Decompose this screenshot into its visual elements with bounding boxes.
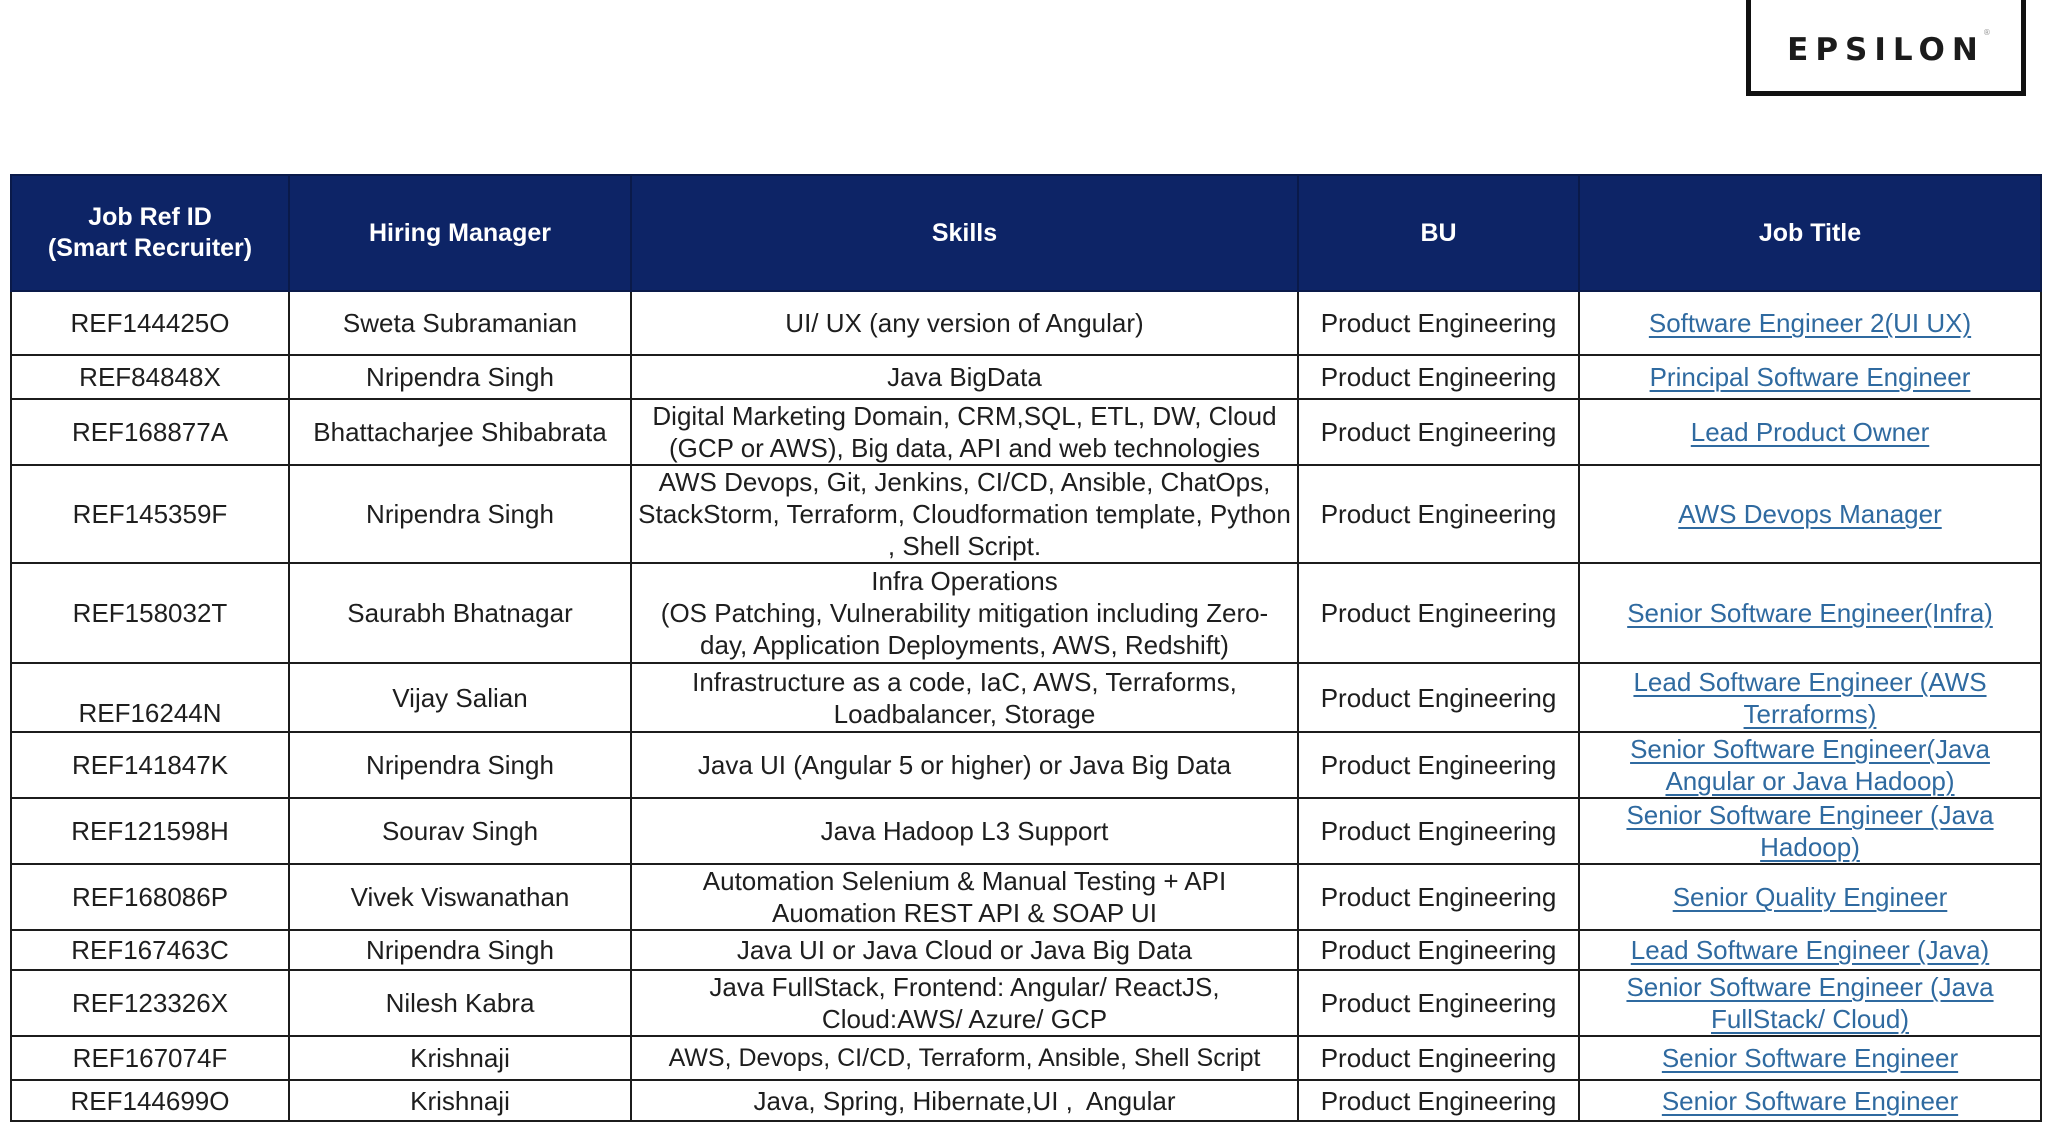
- business-unit: Product Engineering: [1298, 663, 1579, 732]
- job-ref-id: REF167074F: [11, 1036, 289, 1080]
- business-unit: Product Engineering: [1298, 864, 1579, 930]
- skills: Java Hadoop L3 Support: [631, 798, 1298, 864]
- job-title-link[interactable]: AWS Devops Manager: [1678, 499, 1942, 529]
- header-job-title: Job Title: [1579, 175, 2041, 291]
- job-title-cell: [1579, 1036, 2041, 1080]
- job-title-cell: [1579, 663, 2041, 732]
- business-unit: Product Engineering: [1298, 399, 1579, 465]
- job-title-link[interactable]: Senior Software Engineer(Infra): [1627, 598, 1993, 628]
- table-row: [11, 732, 2041, 798]
- job-ref-id: REF121598H: [11, 798, 289, 864]
- table-row: [11, 355, 2041, 399]
- header-hiring-manager: Hiring Manager: [289, 175, 631, 291]
- job-ref-id: REF84848X: [11, 355, 289, 399]
- job-title-link[interactable]: Principal Software Engineer: [1649, 362, 1971, 392]
- hiring-manager: Nripendra Singh: [289, 465, 631, 563]
- business-unit: Product Engineering: [1298, 355, 1579, 399]
- job-ref-id: REF141847K: [11, 732, 289, 798]
- skills-heading: Infra Operations: [871, 566, 1058, 596]
- job-title-cell: [1579, 930, 2041, 970]
- skills: Java UI (Angular 5 or higher) or Java Big Data: [631, 732, 1298, 798]
- job-ref-id: REF167463C: [11, 930, 289, 970]
- business-unit: Product Engineering: [1298, 291, 1579, 355]
- table-row: [11, 1080, 2041, 1121]
- business-unit: Product Engineering: [1298, 1036, 1579, 1080]
- job-title-link[interactable]: Senior Software Engineer: [1661, 1085, 1959, 1116]
- job-ref-id: REF123326X: [11, 970, 289, 1036]
- job-ref-id: REF168086P: [11, 864, 289, 930]
- hiring-manager: Sweta Subramanian: [289, 291, 631, 355]
- hiring-manager: Krishnaji: [289, 1080, 631, 1121]
- business-unit: Product Engineering: [1298, 563, 1579, 663]
- job-title-cell: [1579, 399, 2041, 465]
- business-unit: Product Engineering: [1298, 465, 1579, 563]
- job-title-cell: [1579, 970, 2041, 1036]
- hiring-manager: Vivek Viswanathan: [289, 864, 631, 930]
- job-ref-id: REF16244N: [11, 663, 289, 732]
- hiring-manager: Nripendra Singh: [289, 355, 631, 399]
- skills: AWS Devops, Git, Jenkins, CI/CD, Ansible, ChatOps, StackStorm, Terraform, Cloudformation template, Python , Shell Script.: [631, 465, 1298, 563]
- skills: Java BigData: [631, 355, 1298, 399]
- hiring-manager: Krishnaji: [289, 1036, 631, 1080]
- job-title-link[interactable]: Senior Quality Engineer: [1672, 882, 1948, 912]
- registered-mark-icon: ®: [1982, 28, 1991, 37]
- business-unit: Product Engineering: [1298, 930, 1579, 970]
- job-title-link[interactable]: Lead Software Engineer (Java): [1630, 935, 1990, 965]
- table-row: [11, 399, 2041, 465]
- skills: Java UI or Java Cloud or Java Big Data: [631, 930, 1298, 970]
- job-ref-id: REF145359F: [11, 465, 289, 563]
- skills: Java FullStack, Frontend: Angular/ ReactJS, Cloud:AWS/ Azure/ GCP: [631, 970, 1298, 1036]
- skills: [631, 563, 1298, 663]
- hiring-manager: Saurabh Bhatnagar: [289, 563, 631, 663]
- job-title-link[interactable]: Senior Software Engineer (Java FullStack/ Cloud): [1626, 972, 1994, 1034]
- header-skills: Skills: [631, 175, 1298, 291]
- hiring-manager: Nripendra Singh: [289, 732, 631, 798]
- hiring-manager: Vijay Salian: [289, 663, 631, 732]
- job-title-link[interactable]: Senior Software Engineer (Java Hadoop): [1626, 800, 1994, 862]
- table-row: [11, 930, 2041, 970]
- hiring-manager: Nilesh Kabra: [289, 970, 631, 1036]
- table-row: [11, 291, 2041, 355]
- table-row: [11, 563, 2041, 663]
- header-job-ref-id: [11, 175, 289, 291]
- table-row: [11, 663, 2041, 732]
- business-unit: Product Engineering: [1298, 970, 1579, 1036]
- job-title-cell: [1579, 465, 2041, 563]
- job-title-cell: [1579, 355, 2041, 399]
- job-ref-id: REF168877A: [11, 399, 289, 465]
- table-row: [11, 1036, 2041, 1080]
- job-title-link[interactable]: Senior Software Engineer(Java Angular or Java Hadoop): [1630, 734, 1990, 796]
- job-title-link[interactable]: Software Engineer 2(UI UX): [1648, 308, 1972, 338]
- skills: AWS, Devops, CI/CD, Terraform, Ansible, Shell Script: [631, 1036, 1298, 1080]
- skills: Digital Marketing Domain, CRM,SQL, ETL, DW, Cloud (GCP or AWS), Big data, API and web technologies: [631, 399, 1298, 465]
- job-title-link[interactable]: Lead Software Engineer (AWS Terraforms): [1633, 666, 1987, 729]
- job-title-cell: [1579, 798, 2041, 864]
- header-job-ref-line2: (Smart Recruiter): [47, 234, 253, 262]
- job-title-link[interactable]: Senior Software Engineer: [1661, 1043, 1959, 1073]
- business-unit: Product Engineering: [1298, 1080, 1579, 1121]
- hiring-manager: Nripendra Singh: [289, 930, 631, 970]
- business-unit: Product Engineering: [1298, 798, 1579, 864]
- table-row: [11, 798, 2041, 864]
- skills: Automation Selenium & Manual Testing + API Auomation REST API & SOAP UI: [631, 864, 1298, 930]
- skills: Infrastructure as a code, IaC, AWS, Terraforms, Loadbalancer, Storage: [631, 663, 1298, 732]
- job-title-cell: [1579, 864, 2041, 930]
- table-header-row: [11, 175, 2041, 291]
- table-row: [11, 465, 2041, 563]
- skills: Java, Spring, Hibernate,UI , Angular: [631, 1080, 1298, 1121]
- header-bu: BU: [1298, 175, 1579, 291]
- table-row: [11, 970, 2041, 1036]
- skills-detail: (OS Patching, Vulnerability mitigation including Zero-day, Application Deployments, AWS, Redshift): [660, 598, 1269, 660]
- job-ref-id: REF144699O: [11, 1080, 289, 1121]
- business-unit: Product Engineering: [1298, 732, 1579, 798]
- job-ref-id: REF158032T: [11, 563, 289, 663]
- epsilon-logo: [1746, 0, 2026, 96]
- hiring-manager: Sourav Singh: [289, 798, 631, 864]
- header-job-ref-line1: Job Ref ID: [88, 203, 212, 231]
- logo-text: EPSILON ®: [1787, 28, 1991, 68]
- job-title-cell: [1579, 1080, 2041, 1121]
- job-openings-table: [10, 174, 2042, 1122]
- table-row: [11, 864, 2041, 930]
- job-title-cell: [1579, 291, 2041, 355]
- skills: UI/ UX (any version of Angular): [631, 291, 1298, 355]
- hiring-manager: Bhattacharjee Shibabrata: [289, 399, 631, 465]
- job-title-cell: [1579, 563, 2041, 663]
- job-title-link[interactable]: Lead Product Owner: [1690, 417, 1930, 447]
- job-ref-id: REF144425O: [11, 291, 289, 355]
- job-title-cell: [1579, 732, 2041, 798]
